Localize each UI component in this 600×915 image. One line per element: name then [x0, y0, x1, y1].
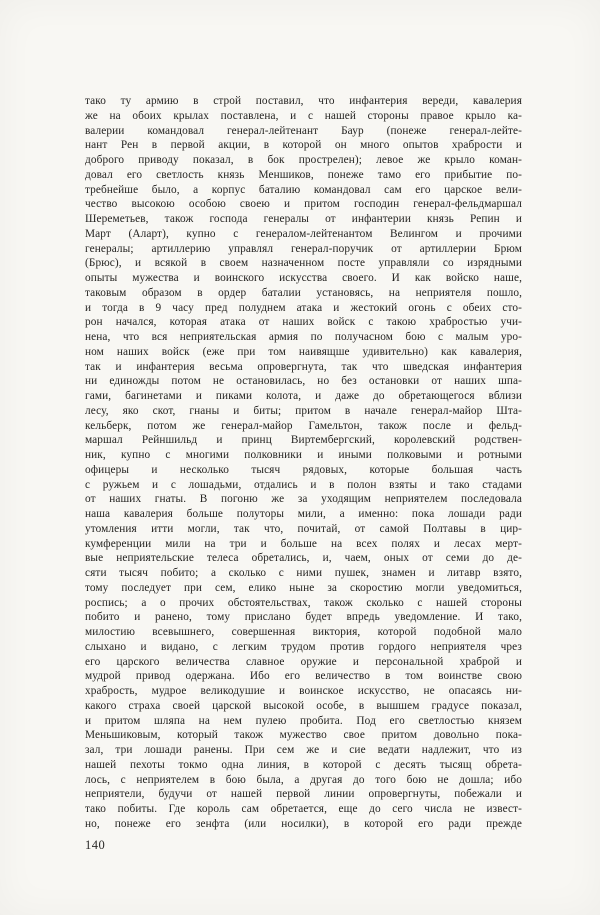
- text-line: тако побиты. Где король сам обретается, еще до сего числа не извест-: [85, 803, 522, 815]
- text-line: маршал Рейншильд и принц Виртембергский, королевский родствен-: [85, 434, 522, 447]
- text-line: нашей пехоты токмо одна линия, в которой с десять тысящ обрета-: [85, 758, 522, 771]
- text-line: ни единожды потом не остановилась, но без остановки от наших шпа-: [85, 375, 522, 388]
- text-line: утомления итти могли, так что, почитай, от самой Полтавы в цир-: [85, 522, 522, 535]
- text-line: Меньшиковым, который також мужество свое притом довольно пока-: [85, 729, 522, 742]
- text-line: нена, что вся неприятельская армия по получасном бою с малым уро-: [85, 331, 522, 343]
- text-line: роспись; а о прочих обстоятельствах, також сколько с нашей стороны: [85, 596, 522, 609]
- text-line: кельберк, потом же генерал-майор Гамельтон, також после и фельд-: [85, 419, 522, 432]
- text-line: ник, купно с многими полковники и иными полковыми и ротными: [85, 449, 522, 461]
- text-line: нант Рен в первой акции, в которой он много опытов храбрости и: [85, 139, 522, 152]
- text-line: с ружьем и с лошадьми, отдались и в полон взяты и тако стадами: [85, 478, 522, 491]
- text-line: ном наших войск (еже при том наивящше удивительно) как кавалерия,: [85, 345, 522, 358]
- text-line: таковым образом в ордер баталии установясь, на неприятеля пошло,: [85, 286, 522, 299]
- text-line: какого страха своей царской высокой особе, в вышшем градусе показал,: [85, 699, 522, 712]
- page-number: 140: [85, 838, 106, 852]
- text-line: от наших гнаты. В погоню же за уходящим неприятелем последовала: [85, 493, 522, 506]
- text-line: требнейше было, а корпус баталию командовал сам его царское вели-: [85, 183, 522, 196]
- text-line: лось, с неприятелем в бою была, а другая до того бою не дошла; ибо: [85, 773, 522, 786]
- paragraph: [85, 94, 522, 832]
- text-line: генералы; артиллерию управлял генерал-поручик от артиллерии Брюм: [85, 242, 522, 255]
- text-line: сяти тысяч побито; а сколько с ними пушек, знамен и литавр взято,: [85, 567, 522, 579]
- text-line: Шереметьев, також господа генералы от инфантерии князь Репин и: [85, 213, 522, 225]
- text-line: его царского величества славное оружие и персональной храброй и: [85, 655, 522, 668]
- text-line: но, понеже его зенфта (или носилки), в которой его ради прежде: [85, 817, 522, 830]
- text-line: мудрой привод одержана. Ибо его величество в том воинстве свою: [85, 670, 522, 683]
- text-line: кумференции мили на три и больше на всех полях и лесах мерт-: [85, 537, 522, 550]
- text-line: и притом шляпа на нем пулею пробита. Под его светлостью князем: [85, 714, 522, 727]
- text-line: храбрость, мудрое великодушие и воинское искусство, не опасаясь ни-: [85, 685, 522, 697]
- text-line: офицеры и несколько тысяч рядовых, которые большая часть: [85, 463, 522, 476]
- text-line: (Брюс), и всякой в своем назначенном посте управляли со изрядными: [85, 257, 522, 270]
- text-line: тако ту армию в строй поставил, что инфантерия вереди, кавалерия: [85, 95, 522, 107]
- text-line: валерии командовал генерал-лейтенант Баур (понеже генерал-лейте-: [85, 124, 522, 137]
- text-line: тому последует при сем, елико ныне за скоростию могли уведомиться,: [85, 581, 522, 594]
- text-line: чество высокою особою своею и притом господин генерал-фельдмаршал: [85, 198, 522, 211]
- text-line: лесу, яко скот, гнаны и биты; притом в начале генерал-майор Шта-: [85, 404, 522, 417]
- text-line: побито и ранено, тому прислано будет впредь уведомление. И тако,: [85, 611, 522, 624]
- text-line: же на обоих крылах поставлена, и с нашей стороны правое крыло ка-: [85, 109, 522, 122]
- text-line: гами, багинетами и пиками колота, и даже до обретающегося вблизи: [85, 390, 522, 402]
- text-line: зал, три лошади ранены. При сем же и сие ведати надлежит, что из: [85, 744, 522, 756]
- text-line: и тогда в 9 часу пред полуднем атака и жестокий огонь с обеих сто-: [85, 301, 522, 314]
- text-line: довал его светлость князь Меншиков, понеже тамо его прибытие по-: [85, 168, 522, 181]
- text-line: доброго приводу показал, в бок прострелен); левое же крыло коман-: [85, 154, 522, 166]
- text-line: Март (Аларт), купно с генералом-лейтенантом Велингом и прочими: [85, 227, 522, 240]
- text-line: наша кавалерия больше полуторы мили, а именно: пока лошади ради: [85, 508, 522, 520]
- text-line: рон начался, которая атака от наших войск с такою храбростью учи-: [85, 316, 522, 329]
- text-line: милостию всевышнего, совершенная виктория, которой подобной мало: [85, 626, 522, 638]
- text-line: неприятели, будучи от нашей первой линии опровергнуты, побежали и: [85, 788, 522, 801]
- text-line: опыты мужества и воинского искусства своего. И как войско наше,: [85, 272, 522, 284]
- text-line: вые неприятельские телеса обретались, и, чаем, оных от семи до де-: [85, 552, 522, 565]
- text-line: так и инфантерия весьма опровергнута, так что шведская инфантерия: [85, 360, 522, 373]
- text-line: слыхано и видано, с легким трудом против гордого неприятеля чрез: [85, 640, 522, 653]
